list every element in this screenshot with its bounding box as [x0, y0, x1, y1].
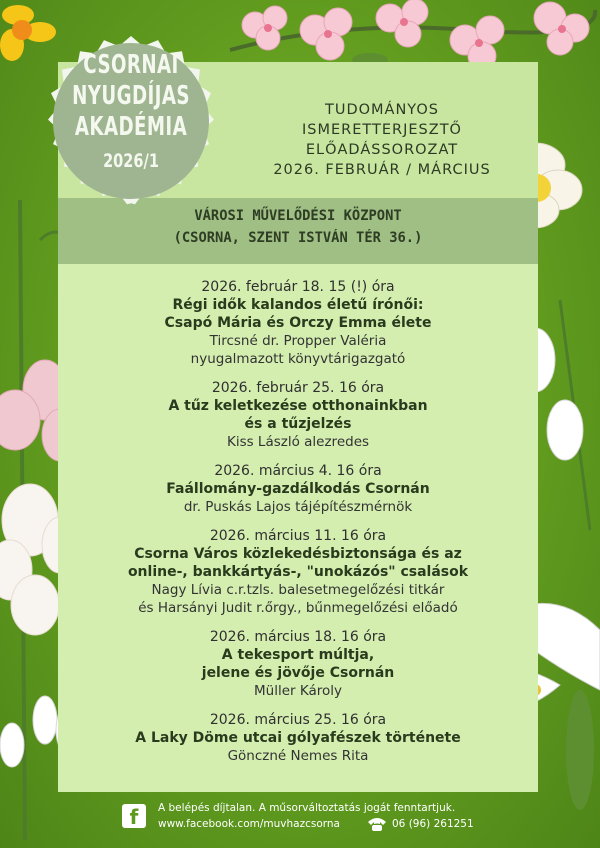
header-line-4: 2026. FEBRUÁR / MÁRCIUS: [273, 162, 491, 178]
seal-line-3: AKADÉMIA: [74, 112, 188, 142]
event-item: [58, 527, 538, 617]
event-list: [58, 278, 538, 776]
event-item: [58, 628, 538, 700]
event-speaker: Tircsné dr. Propper Valéria: [209, 333, 387, 349]
event-speaker: Gönczné Nemes Rita: [227, 748, 369, 764]
event-date: 2026. március 18. 16 óra: [209, 629, 387, 645]
event-item: [58, 278, 538, 368]
seal-line-2: NYUGDÍJAS: [72, 81, 190, 111]
event-speaker: Kiss László alezredes: [226, 434, 370, 450]
event-speaker: Müller Károly: [254, 683, 342, 699]
event-date: 2026. március 4. 16 óra: [214, 463, 382, 479]
event-title: Faállomány-gazdálkodás Csornán: [166, 481, 430, 497]
venue: [58, 205, 538, 249]
phone-icon: [366, 816, 388, 832]
event-item: [58, 379, 538, 451]
header-line-3: ELŐADÁSSOROZAT: [305, 142, 459, 158]
event-speaker: dr. Puskás Lajos tájépítészmérnök: [183, 499, 413, 515]
event-title: A tekesport múltja,: [221, 647, 375, 663]
event-title: A Laky Döme utcai gólyafészek története: [135, 730, 461, 746]
event-item: [58, 711, 538, 765]
seal-line-1: CSORNAI: [83, 50, 179, 80]
header-line-2: ISMERETTERJESZTŐ: [302, 122, 462, 138]
series-header: [232, 100, 532, 180]
event-speaker: és Harsányi Judit r.őrgy., bűnmegelőzési előadó: [138, 600, 458, 616]
venue-address: (CSORNA, SZENT ISTVÁN TÉR 36.): [173, 230, 423, 246]
phone-number[interactable]: 06 (96) 261251: [392, 818, 474, 830]
event-title: Csorna Város közlekedésbiztonsága és az: [134, 546, 462, 562]
event-item: [58, 462, 538, 516]
event-title: és a tűzjelzés: [244, 416, 352, 432]
event-title: Régi idők kalandos életű írónői:: [172, 297, 424, 313]
event-speaker: Nagy Lívia c.r.tzls. balesetmegelőzési titkár: [151, 582, 445, 598]
venue-name: VÁROSI MŰVELŐDÉSI KÖZPONT: [194, 208, 402, 224]
facebook-link[interactable]: www.facebook.com/muvhazcsorna: [158, 818, 340, 830]
facebook-icon[interactable]: f: [122, 804, 146, 828]
event-title: Csapó Mária és Orczy Emma élete: [164, 315, 432, 331]
event-title: A tűz keletkezése otthonainkban: [168, 398, 428, 414]
admission-note: A belépés díjtalan. A műsorváltoztatás jogát fenntartjuk.: [158, 802, 456, 814]
event-date: 2026. február 25. 16 óra: [211, 380, 385, 396]
header-line-1: TUDOMÁNYOS: [324, 102, 439, 118]
event-title: online-, bankkártyás-, "unokázós" csalások: [127, 564, 469, 580]
event-date: 2026. február 18. 15 (!) óra: [201, 279, 395, 295]
seal-text: [43, 50, 219, 175]
event-speaker-role: nyugalmazott könyvtárigazgató: [190, 351, 406, 367]
event-title: jelene és jövője Csornán: [201, 665, 395, 681]
event-date: 2026. március 11. 16 óra: [209, 528, 387, 544]
event-date: 2026. március 25. 16 óra: [209, 712, 387, 728]
seal-edition: 2026/1: [103, 150, 159, 172]
